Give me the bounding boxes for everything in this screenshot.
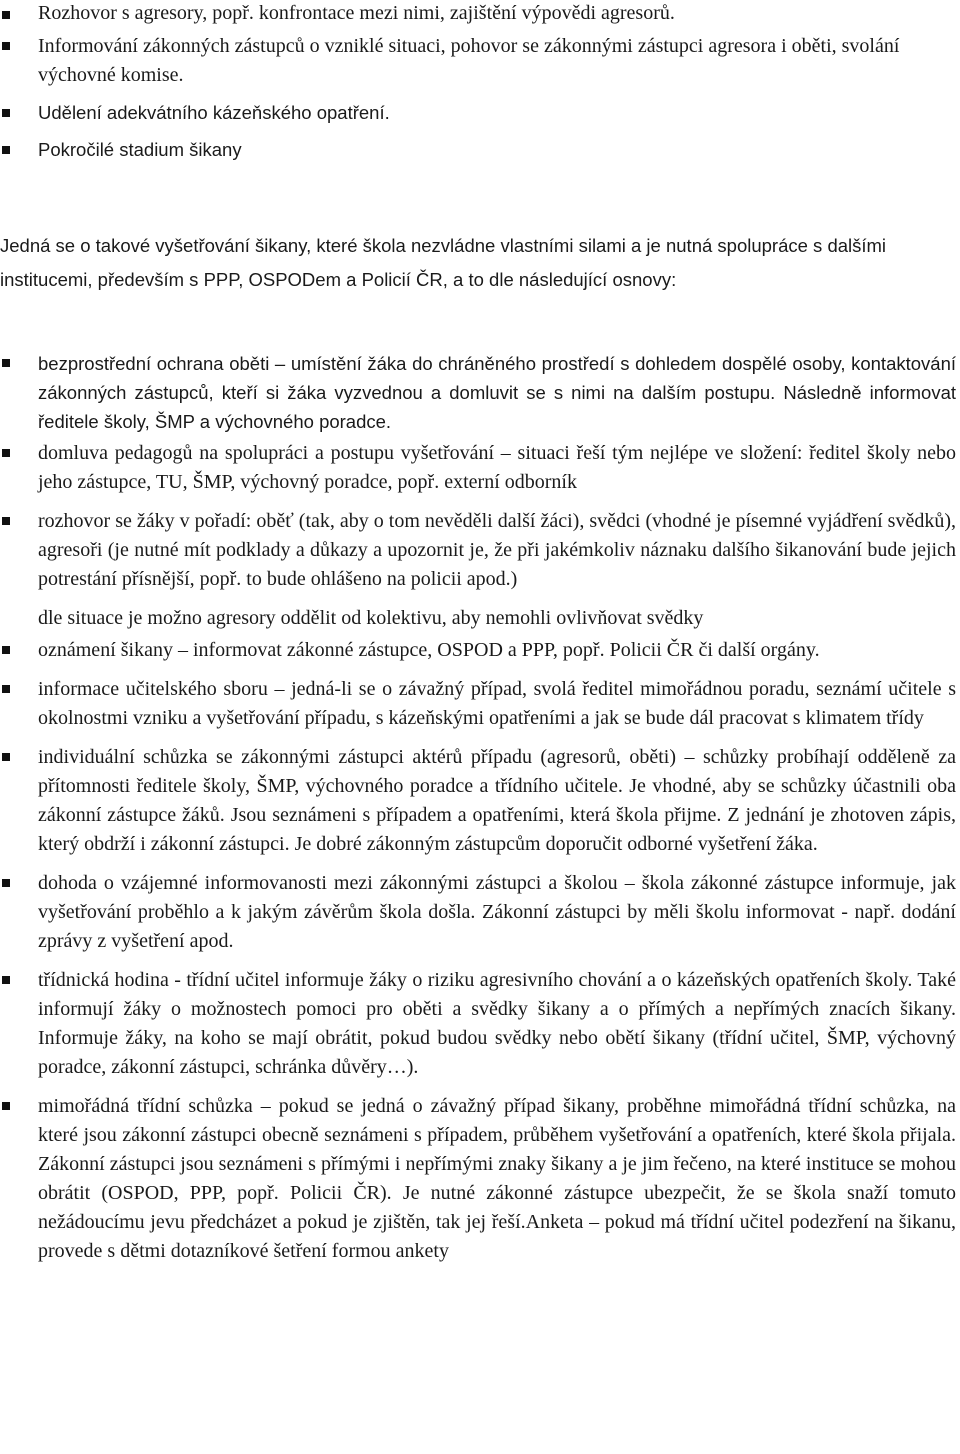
list-item	[0, 349, 956, 436]
list-item-text: Informování zákonných zástupců o vzniklé situaci, pohovor se zákonnými zástupci agresora i oběti, svolání výchovné komise.	[38, 35, 900, 86]
list-item	[0, 135, 940, 164]
list-item	[0, 743, 956, 859]
list-item	[0, 98, 940, 127]
list-item	[0, 675, 956, 733]
list-note-text: dle situace je možno agresory oddělit od kolektivu, aby nemohli ovlivňovat svědky	[38, 607, 704, 629]
square-bullet-icon	[2, 685, 10, 693]
square-bullet-icon	[2, 753, 10, 761]
list-item	[0, 507, 956, 594]
list-item-text: oznámení šikany – informovat zákonné zástupce, OSPOD a PPP, popř. Policii ČR či další orgány.	[38, 639, 820, 661]
list-note	[0, 604, 956, 633]
list-item-text: Udělení adekvátního kázeňského opatření.	[38, 102, 390, 123]
list-item	[0, 636, 956, 665]
list-item-text: dohoda o vzájemné informovanosti mezi zákonnými zástupci a školou – škola zákonné zástupce informuje, jak vyšetřování proběhlo a k jakým závěrům škola došla. Zákonní zástupci by měli školu informovat - např. dodání zprávy z vyšetření apod.	[38, 872, 956, 952]
list-item-text: třídnická hodina - třídní učitel informuje žáky o riziku agresivního chování a o kázeňských opatřeních školy. Také informují žáky o možnostech pomoci pro oběti a svědky šikany a o přímých a nepřímých znacích šikany. Informuje žáky, na koho se mají obrátit, pokud budou svědky nebo obětí šikany (třídní učitel, ŠMP, výchovný poradce, zákonní zástupci, schránka důvěry…).	[38, 969, 956, 1078]
list-item	[0, 32, 940, 90]
square-bullet-icon	[2, 11, 10, 19]
list-item	[0, 966, 956, 1082]
list-item	[0, 439, 956, 497]
procedure-list	[0, 349, 956, 1266]
section-heading: Pokročilé stadium šikany	[38, 139, 242, 160]
list-item-text: bezprostřední ochrana oběti – umístění žáka do chráněného prostředí s dohledem dospělé osoby, kontaktování zákonných zástupců, kteří si žáka vyzvednou a domluvit se s nimi na dalším postupu. Následně informovat ředitele školy, ŠMP a výchovného poradce.	[38, 353, 956, 432]
intro-paragraph: Jedná se o takové vyšetřování šikany, které škola nezvládne vlastními silami a je nutná spolupráce s dalšími institucemi, především s PPP, OSPODem a Policií ČR, a to dle následující osnovy:	[0, 235, 887, 290]
square-bullet-icon	[2, 109, 10, 117]
list-item	[0, 1092, 956, 1266]
list-item	[0, 869, 956, 956]
list-item-text: rozhovor se žáky v pořadí: oběť (tak, aby o tom nevěděli další žáci), svědci (vhodné je písemné vyjádření svědků), agresoři (je nutné mít podklady a důkazy a upozornit je, že při jakémkoliv náznaku dalšího šikanování bude jejich potrestání přísnější, popř. to bude ohlášeno na policii apod.)	[38, 510, 956, 590]
list-item-text: Rozhovor s agresory, popř. konfrontace mezi nimi, zajištění výpovědi agresorů.	[38, 2, 675, 24]
square-bullet-icon	[2, 517, 10, 525]
square-bullet-icon	[2, 976, 10, 984]
list-item-text: mimořádná třídní schůzka – pokud se jedná o závažný případ šikany, proběhne mimořádná třídní schůzka, na které jsou zákonní zástupci obecně seznámeni s případem, průběhem vyšetřování a opatřeních, které škola přijala. Zákonní zástupci jsou seznámeni s přímými i nepřímými znaky šikany a je jim řečeno, na které instituce se mohou obrátit (OSPOD, PPP, popř. Policii ČR). Je nutné zákonné zástupce ubezpečit, že se škola snaží tomuto nežádoucímu jevu předcházet a pokud je zjištěn, tak jej řeší.Anketa – pokud má třídní učitel podezření na šikanu, provede s dětmi dotazníkové šetření formou ankety	[38, 1095, 956, 1262]
square-bullet-icon	[2, 449, 10, 457]
list-item-text: domluva pedagogů na spolupráci a postupu vyšetřování – situaci řeší tým nejlépe ve složení: ředitel školy nebo jeho zástupce, TU, ŠMP, výchovný poradce, popř. externí odborník	[38, 442, 956, 493]
list-item	[0, 0, 940, 26]
square-bullet-icon	[2, 359, 10, 367]
square-bullet-icon	[2, 1102, 10, 1110]
square-bullet-icon	[2, 146, 10, 154]
square-bullet-icon	[2, 879, 10, 887]
square-bullet-icon	[2, 42, 10, 50]
list-item-text: informace učitelského sboru – jedná-li se o závažný případ, svolá ředitel mimořádnou poradu, seznámí učitele s okolnostmi vzniku a vyšetřování případu, s kázeňskými opatřeními a jak se bude dál pracovat s klimatem třídy	[38, 678, 956, 729]
list-item-text: individuální schůzka se zákonnými zástupci aktérů případu (agresorů, oběti) – schůzky probíhají odděleně za přítomnosti ředitele školy, ŠMP, výchovného poradce a třídního učitele. Je vhodné, aby se schůzky účastnili oba zákonní zástupce žáků. Jsou seznámeni s případem a opatřeními, která škola přijme. Z jednání je zhotoven zápis, který obdrží i zákonní zástupci. Je dobré zákonným zástupcům doporučit odborné vyšetření žáka.	[38, 746, 956, 855]
square-bullet-icon	[2, 646, 10, 654]
top-bullet-list	[0, 0, 940, 164]
